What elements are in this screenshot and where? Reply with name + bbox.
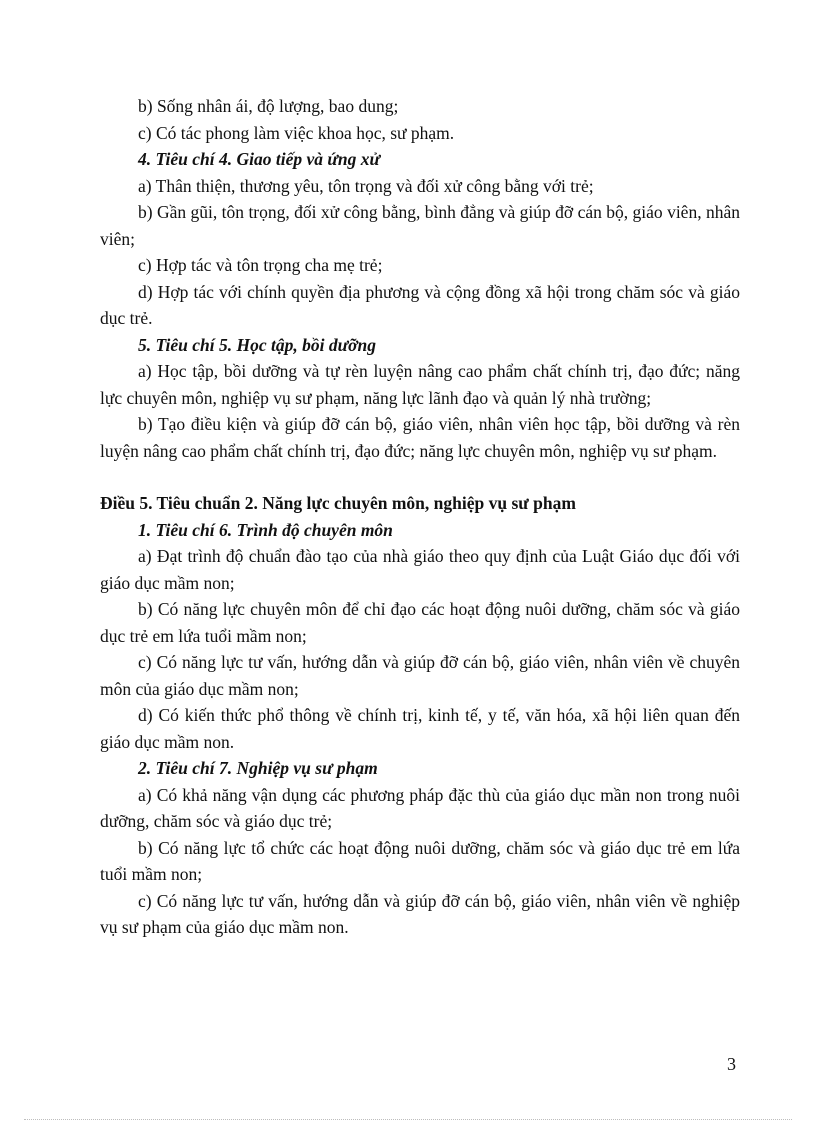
item-paragraph: a) Đạt trình độ chuẩn đào tạo của nhà giáo theo quy định của Luật Giáo dục đối với giáo dục mầm non; <box>100 546 740 593</box>
page-bottom-rule <box>24 1119 792 1120</box>
item-paragraph: b) Có năng lực tổ chức các hoạt động nuôi dưỡng, chăm sóc và giáo dục trẻ em lứa tuổi mầm non; <box>100 837 740 884</box>
item-paragraph: a) Thân thiện, thương yêu, tôn trọng và đối xử công bằng với trẻ; <box>138 175 594 196</box>
criterion-heading: 1. Tiêu chí 6. Trình độ chuyên môn <box>138 519 393 540</box>
item-paragraph: b) Tạo điều kiện và giúp đỡ cán bộ, giáo viên, nhân viên học tập, bồi dưỡng và rèn luyện nâng cao phẩm chất chính trị, đạo đức; năng lực chuyên môn, nghiệp vụ sư phạm. <box>100 414 740 461</box>
item-paragraph: c) Có tác phong làm việc khoa học, sư phạm. <box>138 122 455 143</box>
item-paragraph: d) Hợp tác với chính quyền địa phương và cộng đồng xã hội trong chăm sóc và giáo dục trẻ. <box>100 281 740 328</box>
item-paragraph: a) Có khả năng vận dụng các phương pháp đặc thù của giáo dục mần non trong nuôi dưỡng, chăm sóc và giáo dục trẻ; <box>100 784 740 831</box>
criterion-heading: 5. Tiêu chí 5. Học tập, bồi dưỡng <box>138 334 376 355</box>
item-paragraph: a) Học tập, bồi dưỡng và tự rèn luyện nâng cao phẩm chất chính trị, đạo đức; năng lực chuyên môn, nghiệp vụ sư phạm, năng lực lãnh đạo và quản lý nhà trường; <box>100 361 740 408</box>
item-paragraph: c) Có năng lực tư vấn, hướng dẫn và giúp đỡ cán bộ, giáo viên, nhân viên về chuyên môn của giáo dục mầm non; <box>100 652 740 699</box>
item-paragraph: d) Có kiến thức phổ thông về chính trị, kinh tế, y tế, văn hóa, xã hội liên quan đến giáo dục mầm non. <box>100 705 740 752</box>
article-heading: Điều 5. Tiêu chuẩn 2. Năng lực chuyên môn, nghiệp vụ sư phạm <box>100 493 576 513</box>
document-body <box>100 93 740 941</box>
criterion-heading: 2. Tiêu chí 7. Nghiệp vụ sư phạm <box>138 758 378 778</box>
item-paragraph: b) Gần gũi, tôn trọng, đối xử công bằng, bình đẳng và giúp đỡ cán bộ, giáo viên, nhân viên; <box>100 202 740 249</box>
item-paragraph: c) Có năng lực tư vấn, hướng dẫn và giúp đỡ cán bộ, giáo viên, nhân viên về nghiệp vụ sư phạm của giáo dục mầm non. <box>100 890 740 937</box>
criterion-heading: 4. Tiêu chí 4. Giao tiếp và ứng xử <box>138 149 380 169</box>
item-paragraph: b) Sống nhân ái, độ lượng, bao dung; <box>138 96 399 116</box>
item-paragraph: b) Có năng lực chuyên môn để chỉ đạo các hoạt động nuôi dưỡng, chăm sóc và giáo dục trẻ em lứa tuổi mầm non; <box>100 599 740 646</box>
item-paragraph: c) Hợp tác và tôn trọng cha mẹ trẻ; <box>138 255 383 275</box>
page-number: 3 <box>727 1054 736 1074</box>
